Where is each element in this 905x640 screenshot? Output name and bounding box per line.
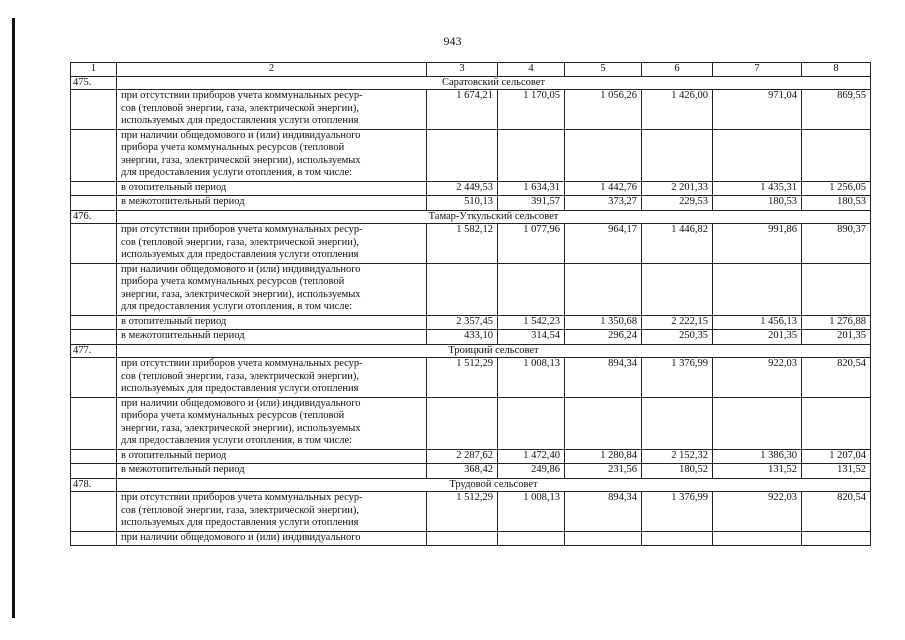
row-number-cell [71,358,117,398]
description-line: сов (тепловой энергии, газа, электрической энергии), [121,504,359,516]
value-cell: 1 512,29 [427,358,498,398]
description-line: при отсутствии приборов учета коммунальных ресур- [121,90,363,101]
value-cell [565,263,642,315]
description-line: при отсутствии приборов учета коммунальных ресур- [121,358,363,369]
value-cell: 1 634,31 [498,181,565,196]
description-line: при отсутствии приборов учета коммунальных ресур- [121,224,363,235]
description-line: прибора учета коммунальных ресурсов (тепловой [121,276,345,287]
row-description [117,464,427,479]
description-line: для предоставления услуги отопления, в том числе: [121,301,353,312]
column-header: 3 [427,63,498,77]
value-cell: 1 056,26 [565,90,642,130]
description-line: при наличии общедомового и (или) индивидуального [121,129,361,141]
table-row [71,196,871,211]
value-cell [498,531,565,546]
section-title: Трудовой сельсовет [117,478,871,492]
table-header-row [71,63,871,77]
description-line: в межотопительный период [121,196,245,207]
value-cell: 180,53 [802,196,871,211]
description-line: для предоставления услуги отопления, в том числе: [121,435,353,446]
value-cell: 1 170,05 [498,90,565,130]
description-line: прибора учета коммунальных ресурсов (тепловой [121,410,345,421]
description-line: используемых для предоставления услуги отопления [121,249,359,260]
value-cell: 964,17 [565,224,642,264]
row-number-cell [71,492,117,532]
value-cell: 510,13 [427,196,498,211]
value-cell: 1 276,88 [802,315,871,330]
value-cell: 1 542,23 [498,315,565,330]
row-description [117,263,427,315]
description-line: сов (тепловой энергии, газа, электрической энергии), [121,370,359,382]
value-cell: 1 386,30 [713,449,802,464]
value-cell: 2 449,53 [427,181,498,196]
row-description [117,358,427,398]
row-number-cell [71,531,117,546]
value-cell: 1 472,40 [498,449,565,464]
description-line: при отсутствии приборов учета коммунальных ресур- [121,492,363,503]
value-cell: 1 512,29 [427,492,498,532]
column-header: 1 [71,63,117,77]
description-line: при наличии общедомового и (или) индивидуального [121,531,361,543]
value-cell [498,397,565,449]
table-row [71,330,871,345]
table-row [71,358,871,398]
value-cell [713,531,802,546]
value-cell: 180,53 [713,196,802,211]
value-cell: 296,24 [565,330,642,345]
row-description [117,196,427,211]
value-cell: 229,53 [642,196,713,211]
row-description [117,129,427,181]
description-line: используемых для предоставления услуги отопления [121,383,359,394]
section-row [71,344,871,358]
row-number-cell [71,464,117,479]
row-number-cell [71,196,117,211]
value-cell: 131,52 [713,464,802,479]
value-cell [642,531,713,546]
value-cell: 1 350,68 [565,315,642,330]
row-description [117,449,427,464]
description-line: используемых для предоставления услуги отопления [121,115,359,126]
value-cell [498,129,565,181]
value-cell: 2 152,32 [642,449,713,464]
row-description [117,90,427,130]
section-row [71,478,871,492]
column-header: 8 [802,63,871,77]
description-line: в межотопительный период [121,330,245,341]
table-row [71,531,871,546]
value-cell: 1 280,84 [565,449,642,464]
value-cell [427,129,498,181]
column-header: 6 [642,63,713,77]
description-line: для предоставления услуги отопления, в том числе: [121,167,353,178]
value-cell: 373,27 [565,196,642,211]
value-cell [642,129,713,181]
value-cell [713,397,802,449]
value-cell [427,263,498,315]
description-line: в отопительный период [121,315,227,327]
value-cell [427,397,498,449]
row-description [117,397,427,449]
value-cell: 890,37 [802,224,871,264]
value-cell: 922,03 [713,492,802,532]
value-cell: 314,54 [498,330,565,345]
section-title: Тамар-Уткульский сельсовет [117,210,871,224]
section-number: 475. [71,76,117,90]
table-row [71,492,871,532]
row-number-cell [71,449,117,464]
description-line: в межотопительный период [121,464,245,475]
table-row [71,464,871,479]
value-cell: 2 201,33 [642,181,713,196]
table-row [71,90,871,130]
value-cell: 2 357,45 [427,315,498,330]
section-number: 476. [71,210,117,224]
section-number: 477. [71,344,117,358]
value-cell: 249,86 [498,464,565,479]
value-cell [642,397,713,449]
section-title: Саратовский сельсовет [117,76,871,90]
row-number-cell [71,315,117,330]
value-cell: 991,86 [713,224,802,264]
value-cell: 922,03 [713,358,802,398]
table-row [71,263,871,315]
table-row [71,397,871,449]
value-cell: 820,54 [802,492,871,532]
row-number-cell [71,330,117,345]
row-number-cell [71,90,117,130]
value-cell [565,129,642,181]
row-description [117,330,427,345]
value-cell: 2 222,15 [642,315,713,330]
value-cell: 433,10 [427,330,498,345]
value-cell: 250,35 [642,330,713,345]
value-cell: 1 256,05 [802,181,871,196]
value-cell [802,263,871,315]
value-cell: 180,52 [642,464,713,479]
tariff-table [70,62,871,546]
value-cell: 820,54 [802,358,871,398]
column-header: 5 [565,63,642,77]
row-number-cell [71,129,117,181]
page-number: 943 [443,34,462,48]
margin-bar [12,18,15,618]
row-number-cell [71,397,117,449]
value-cell: 1 376,99 [642,358,713,398]
value-cell [713,263,802,315]
value-cell: 1 435,31 [713,181,802,196]
row-description [117,492,427,532]
value-cell: 201,35 [713,330,802,345]
section-number: 478. [71,478,117,492]
value-cell: 231,56 [565,464,642,479]
value-cell [802,129,871,181]
value-cell: 971,04 [713,90,802,130]
value-cell: 1 077,96 [498,224,565,264]
description-line: в отопительный период [121,449,227,461]
value-cell: 1 674,21 [427,90,498,130]
value-cell: 1 008,13 [498,492,565,532]
value-cell: 1 446,82 [642,224,713,264]
value-cell: 368,42 [427,464,498,479]
column-header: 4 [498,63,565,77]
column-header: 2 [117,63,427,77]
section-row [71,76,871,90]
description-line: при наличии общедомового и (или) индивидуального [121,263,361,275]
table-row [71,224,871,264]
row-number-cell [71,181,117,196]
value-cell: 869,55 [802,90,871,130]
row-number-cell [71,263,117,315]
row-description [117,315,427,330]
description-line: используемых для предоставления услуги отопления [121,517,359,528]
row-description [117,531,427,546]
value-cell: 1 582,12 [427,224,498,264]
value-cell: 131,52 [802,464,871,479]
value-cell: 894,34 [565,492,642,532]
description-line: прибора учета коммунальных ресурсов (тепловой [121,142,345,153]
row-description [117,181,427,196]
description-line: при наличии общедомового и (или) индивидуального [121,397,361,409]
value-cell [565,397,642,449]
column-header: 7 [713,63,802,77]
value-cell: 1 376,99 [642,492,713,532]
value-cell: 894,34 [565,358,642,398]
description-line: сов (тепловой энергии, газа, электрической энергии), [121,236,359,248]
value-cell [565,531,642,546]
table-row [71,129,871,181]
value-cell [642,263,713,315]
value-cell: 391,57 [498,196,565,211]
value-cell [498,263,565,315]
section-row [71,210,871,224]
section-title: Троицкий сельсовет [117,344,871,358]
description-line: в отопительный период [121,181,227,193]
value-cell: 2 287,62 [427,449,498,464]
value-cell [802,531,871,546]
row-description [117,224,427,264]
value-cell: 1 008,13 [498,358,565,398]
row-number-cell [71,224,117,264]
description-line: сов (тепловой энергии, газа, электрической энергии), [121,102,359,114]
description-line: энергии, газа, электрической энергии), используемых [121,288,361,300]
table-row [71,449,871,464]
value-cell: 1 456,13 [713,315,802,330]
value-cell [427,531,498,546]
description-line: энергии, газа, электрической энергии), используемых [121,422,361,434]
value-cell: 1 426,00 [642,90,713,130]
description-line: энергии, газа, электрической энергии), используемых [121,154,361,166]
value-cell [713,129,802,181]
table-row [71,181,871,196]
table-row [71,315,871,330]
value-cell [802,397,871,449]
value-cell: 201,35 [802,330,871,345]
value-cell: 1 442,76 [565,181,642,196]
value-cell: 1 207,04 [802,449,871,464]
